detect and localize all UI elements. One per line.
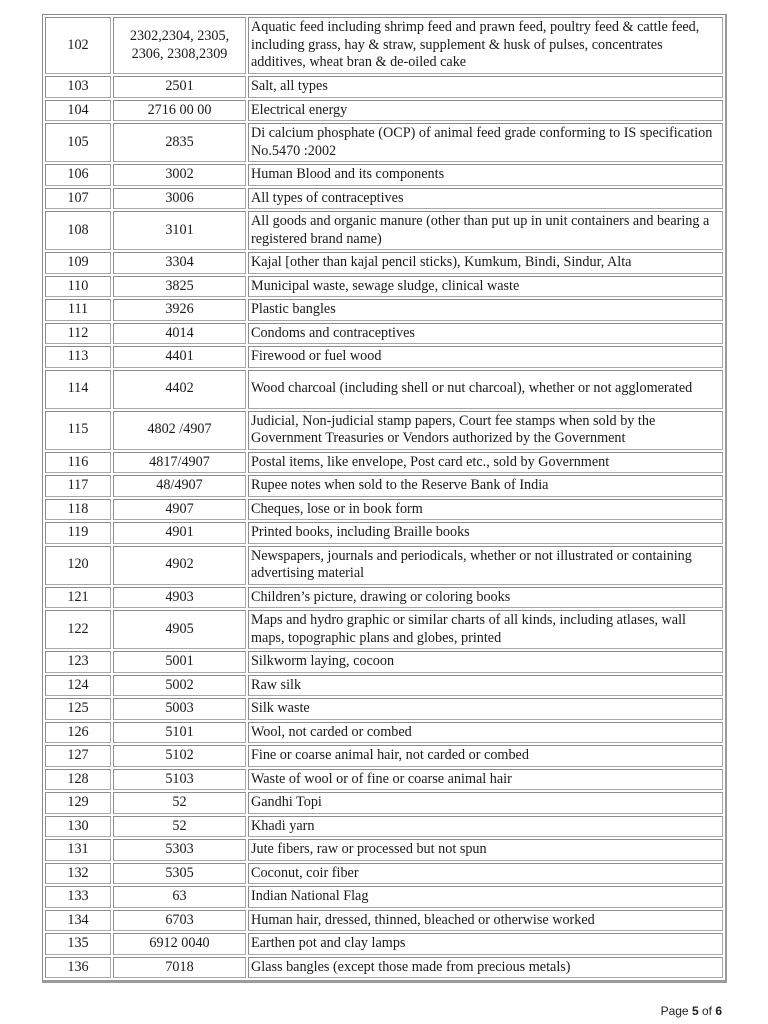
table-row — [45, 164, 723, 186]
description-cell: Electrical energy — [248, 100, 723, 122]
description-cell: Cheques, lose or in book form — [248, 499, 723, 521]
serial-number-cell: 120 — [45, 546, 111, 585]
description-cell: Wool, not carded or combed — [248, 722, 723, 744]
hsn-code-cell: 5305 — [113, 863, 246, 885]
serial-number-cell: 102 — [45, 17, 111, 74]
description-cell: Children’s picture, drawing or coloring books — [248, 587, 723, 609]
description-cell: Raw silk — [248, 675, 723, 697]
table-row — [45, 610, 723, 649]
serial-number-cell: 106 — [45, 164, 111, 186]
table-row — [45, 587, 723, 609]
description-cell: Gandhi Topi — [248, 792, 723, 814]
serial-number-cell: 125 — [45, 698, 111, 720]
table-row — [45, 17, 723, 74]
serial-number-cell: 112 — [45, 323, 111, 345]
serial-number-cell: 127 — [45, 745, 111, 767]
hsn-code-cell: 3825 — [113, 276, 246, 298]
description-cell: Maps and hydro graphic or similar charts of all kinds, including atlases, wall maps, topographic plans and globes, printed — [248, 610, 723, 649]
hsn-code-cell: 3002 — [113, 164, 246, 186]
description-cell: Kajal [other than kajal pencil sticks), Kumkum, Bindi, Sindur, Alta — [248, 252, 723, 274]
hsn-code-cell: 3101 — [113, 211, 246, 250]
page-footer — [661, 1004, 722, 1018]
hsn-code-cell: 5102 — [113, 745, 246, 767]
description-cell: Di calcium phosphate (OCP) of animal feed grade conforming to IS specification No.5470 :2002 — [248, 123, 723, 162]
serial-number-cell: 107 — [45, 188, 111, 210]
hsn-code-cell: 5003 — [113, 698, 246, 720]
table-row — [45, 957, 723, 979]
table-row — [45, 299, 723, 321]
table-row — [45, 411, 723, 450]
serial-number-cell: 129 — [45, 792, 111, 814]
hsn-code-cell: 5002 — [113, 675, 246, 697]
description-cell: Printed books, including Braille books — [248, 522, 723, 544]
description-cell: Salt, all types — [248, 76, 723, 98]
serial-number-cell: 109 — [45, 252, 111, 274]
serial-number-cell: 114 — [45, 370, 111, 409]
description-cell: Plastic bangles — [248, 299, 723, 321]
table-row — [45, 475, 723, 497]
hsn-code-cell: 5001 — [113, 651, 246, 673]
table-row — [45, 698, 723, 720]
table-row — [45, 346, 723, 368]
table-row — [45, 100, 723, 122]
description-cell: Earthen pot and clay lamps — [248, 933, 723, 955]
table-row — [45, 522, 723, 544]
table-row — [45, 792, 723, 814]
description-cell: Khadi yarn — [248, 816, 723, 838]
table-row — [45, 651, 723, 673]
serial-number-cell: 113 — [45, 346, 111, 368]
serial-number-cell: 115 — [45, 411, 111, 450]
serial-number-cell: 135 — [45, 933, 111, 955]
hsn-code-cell: 2501 — [113, 76, 246, 98]
table-row — [45, 211, 723, 250]
serial-number-cell: 108 — [45, 211, 111, 250]
hsn-code-cell: 3006 — [113, 188, 246, 210]
table-body — [45, 17, 723, 978]
description-cell: Human Blood and its components — [248, 164, 723, 186]
table-row — [45, 769, 723, 791]
hsn-code-cell: 6912 0040 — [113, 933, 246, 955]
serial-number-cell: 103 — [45, 76, 111, 98]
serial-number-cell: 105 — [45, 123, 111, 162]
hsn-code-cell: 4802 /4907 — [113, 411, 246, 450]
page-total: 6 — [715, 1004, 722, 1018]
description-cell: Silkworm laying, cocoon — [248, 651, 723, 673]
hsn-code-cell: 4905 — [113, 610, 246, 649]
serial-number-cell: 122 — [45, 610, 111, 649]
hsn-code-cell: 4907 — [113, 499, 246, 521]
serial-number-cell: 128 — [45, 769, 111, 791]
description-cell: All goods and organic manure (other than put up in unit containers and bearing a registered brand name) — [248, 211, 723, 250]
serial-number-cell: 134 — [45, 910, 111, 932]
hsn-code-cell: 2716 00 00 — [113, 100, 246, 122]
table-row — [45, 546, 723, 585]
table-row — [45, 933, 723, 955]
serial-number-cell: 131 — [45, 839, 111, 861]
description-cell: Municipal waste, sewage sludge, clinical waste — [248, 276, 723, 298]
description-cell: Wood charcoal (including shell or nut charcoal), whether or not agglomerated — [248, 370, 723, 409]
page-label: Page — [660, 1004, 692, 1018]
serial-number-cell: 121 — [45, 587, 111, 609]
serial-number-cell: 117 — [45, 475, 111, 497]
table-row — [45, 499, 723, 521]
table-row — [45, 323, 723, 345]
hsn-code-cell: 4903 — [113, 587, 246, 609]
description-cell: Fine or coarse animal hair, not carded or combed — [248, 745, 723, 767]
table-row — [45, 863, 723, 885]
hsn-code-cell: 4902 — [113, 546, 246, 585]
table-row — [45, 452, 723, 474]
hsn-code-cell: 3304 — [113, 252, 246, 274]
table-row — [45, 76, 723, 98]
hsn-code-cell: 4401 — [113, 346, 246, 368]
hsn-code-cell: 4014 — [113, 323, 246, 345]
description-cell: All types of contraceptives — [248, 188, 723, 210]
description-cell: Glass bangles (except those made from precious metals) — [248, 957, 723, 979]
description-cell: Judicial, Non-judicial stamp papers, Court fee stamps when sold by the Government Treasuries or Vendors authorized by the Government — [248, 411, 723, 450]
table-row — [45, 675, 723, 697]
serial-number-cell: 118 — [45, 499, 111, 521]
page-of-label: of — [698, 1004, 716, 1018]
serial-number-cell: 133 — [45, 886, 111, 908]
serial-number-cell: 126 — [45, 722, 111, 744]
table-row — [45, 722, 723, 744]
description-cell: Rupee notes when sold to the Reserve Bank of India — [248, 475, 723, 497]
serial-number-cell: 116 — [45, 452, 111, 474]
hsn-code-cell: 63 — [113, 886, 246, 908]
table-row — [45, 276, 723, 298]
description-cell: Jute fibers, raw or processed but not spun — [248, 839, 723, 861]
description-cell: Aquatic feed including shrimp feed and prawn feed, poultry feed & cattle feed, including grass, hay & straw, supplement & husk of pulses, concentrates additives, wheat bran & de-oiled cake — [248, 17, 723, 74]
hsn-code-cell: 5303 — [113, 839, 246, 861]
goods-table — [42, 14, 727, 983]
hsn-code-cell: 2302,2304, 2305, 2306, 2308,2309 — [113, 17, 246, 74]
serial-number-cell: 111 — [45, 299, 111, 321]
description-cell: Firewood or fuel wood — [248, 346, 723, 368]
serial-number-cell: 123 — [45, 651, 111, 673]
description-cell: Condoms and contraceptives — [248, 323, 723, 345]
description-cell: Waste of wool or of fine or coarse animal hair — [248, 769, 723, 791]
hsn-code-cell: 4402 — [113, 370, 246, 409]
description-cell: Human hair, dressed, thinned, bleached or otherwise worked — [248, 910, 723, 932]
serial-number-cell: 119 — [45, 522, 111, 544]
serial-number-cell: 136 — [45, 957, 111, 979]
hsn-code-cell: 4901 — [113, 522, 246, 544]
table-row — [45, 252, 723, 274]
table-row — [45, 123, 723, 162]
hsn-code-cell: 6703 — [113, 910, 246, 932]
hsn-code-cell: 52 — [113, 792, 246, 814]
serial-number-cell: 130 — [45, 816, 111, 838]
serial-number-cell: 124 — [45, 675, 111, 697]
table-row — [45, 816, 723, 838]
page-current: 5 — [691, 1004, 699, 1018]
table-row — [45, 886, 723, 908]
hsn-code-cell: 5103 — [113, 769, 246, 791]
description-cell: Newspapers, journals and periodicals, whether or not illustrated or containing advertising material — [248, 546, 723, 585]
table-row — [45, 839, 723, 861]
serial-number-cell: 104 — [45, 100, 111, 122]
description-cell: Postal items, like envelope, Post card etc., sold by Government — [248, 452, 723, 474]
description-cell: Silk waste — [248, 698, 723, 720]
hsn-code-cell: 5101 — [113, 722, 246, 744]
hsn-code-cell: 4817/4907 — [113, 452, 246, 474]
table-row — [45, 188, 723, 210]
description-cell: Coconut, coir fiber — [248, 863, 723, 885]
hsn-code-cell: 48/4907 — [113, 475, 246, 497]
table-row — [45, 910, 723, 932]
description-cell: Indian National Flag — [248, 886, 723, 908]
hsn-code-cell: 7018 — [113, 957, 246, 979]
hsn-code-cell: 52 — [113, 816, 246, 838]
table-row — [45, 745, 723, 767]
serial-number-cell: 132 — [45, 863, 111, 885]
hsn-code-cell: 3926 — [113, 299, 246, 321]
table-row — [45, 370, 723, 409]
serial-number-cell: 110 — [45, 276, 111, 298]
hsn-code-cell: 2835 — [113, 123, 246, 162]
